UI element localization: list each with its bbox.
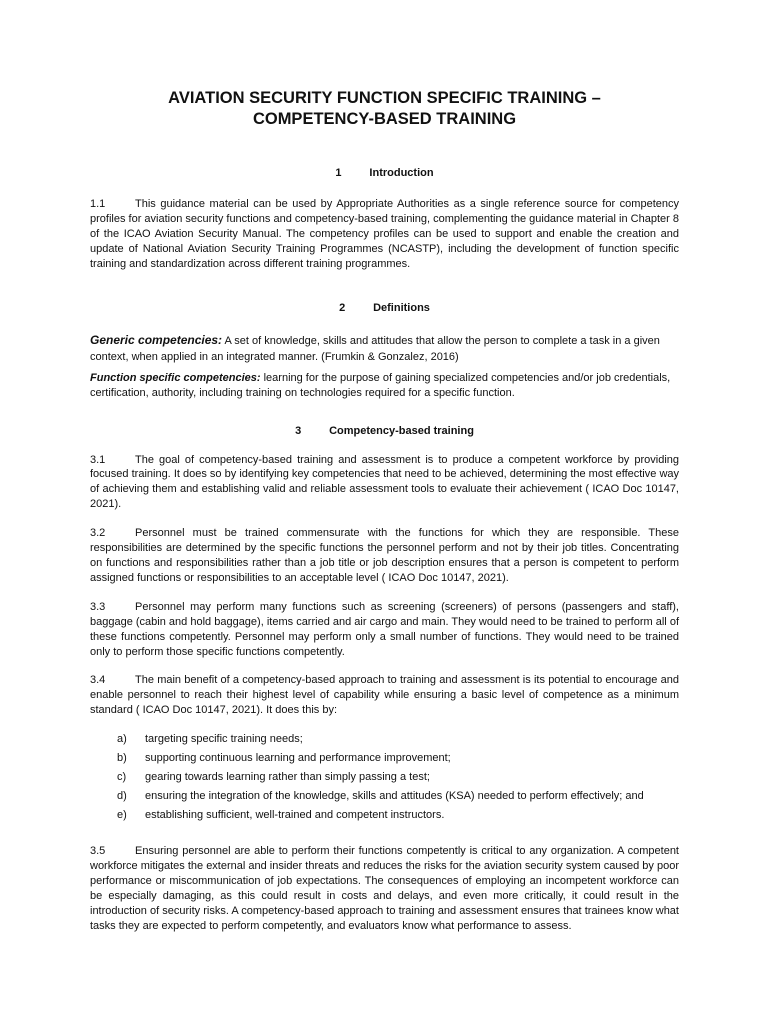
definition-text: A set of knowledge, skills and attitudes that allow the person to complete a task in a given context, when applied in an integrated manner. (Frumkin & Gonzalez, 2016) [90,334,660,363]
definition-term: Generic competencies: [90,332,223,347]
list-letter: b) [117,752,127,765]
list-item [117,770,679,789]
section-heading-competency-based-training [90,424,679,438]
list-text: gearing towards learning rather than simply passing a test; [145,771,430,784]
paragraph-text: Personnel may perform many functions such as screening (screeners) of persons (passengers and staff), baggage (cabin and hold baggage), items carried and air cargo and main. They would need to be trained to perform all of these functions competently. Personnel may perform only a small number of functions. They would need to be trained only to perform those specific functions competently. [90,600,679,658]
definition-generic-competencies [90,332,679,365]
paragraph-3-5 [90,844,679,933]
title-line-2: COMPETENCY-BASED TRAINING [252,110,517,128]
definition-term: Function specific competencies: [90,371,261,384]
paragraph-number: 3.2 [90,527,106,540]
paragraph-3-4 [90,673,679,718]
title-line-1: AVIATION SECURITY FUNCTION SPECIFIC TRAINING – [168,89,601,107]
paragraph-3-1 [90,453,679,513]
paragraph-number: 3.3 [90,600,106,613]
list-item [117,789,679,808]
section-number: 2 [339,301,346,314]
paragraph-text: Personnel must be trained commensurate with the functions for which they are responsible. These responsibilities are determined by the specific functions the personnel perform and not by their job titles. Concentrating on functions and responsibilities rather than a job title or job description ensures that a person is competent to perform assigned functions or responsibilities to an acceptable level ( ICAO Doc 10147, 2021). [90,527,679,584]
list-item [117,808,679,827]
section-title: Competency-based training [329,424,474,437]
list-text: establishing sufficient, well-trained and competent instructors. [145,809,445,822]
section-number: 1 [335,167,342,179]
paragraph-text: This guidance material can be used by Appropriate Authorities as a single reference source for competency profiles for aviation security functions and competency-based training, complementing the guidance material in Chapter 8 of the ICAO Aviation Security Manual. The competency profiles can be used to support and enable the creation and update of National Aviation Security Training Programmes (NCASTP), including the development of function specific training and standardization across different training programmes. [90,198,679,270]
list-text: supporting continuous learning and performance improvement; [145,752,451,765]
benefits-list [90,732,679,827]
section-title: Introduction [369,167,434,179]
section-heading-definitions [90,301,679,315]
paragraph-1-1 [90,197,679,272]
paragraph-number: 3.4 [90,674,106,687]
paragraph-text: Ensuring personnel are able to perform their functions competently is critical to any organization. A competent workforce mitigates the external and insider threats and reduces the risks for the aviation security system caused by poor performance or miscommunication of job expectations. The consequences of employing an incompetent workforce can be especially damaging, as this could result in costs and delays, and even more critically, it could result in the introduction of security risks. A competency-based approach to training and assessment ensures that trainees know what tasks they are expected to perform competently, and evaluators know what performance to assess. [90,845,679,932]
paragraph-number: 3.1 [90,453,106,466]
list-item [117,732,679,751]
paragraph-number: 3.5 [90,845,106,858]
section-number: 3 [295,424,302,437]
section-heading-introduction [90,166,679,180]
paragraph-3-3 [90,600,679,660]
paragraph-text: The goal of competency-based training and assessment is to produce a competent workforce by providing focused training. It does so by identifying key competencies that need to be achieved, determining the most effective way of achieving them and establishing valid and reliable assessment tools to evaluate their achievement ( ICAO Doc 10147, 2021). [90,453,679,511]
definition-function-specific-competencies [90,371,679,401]
document-title [90,88,679,130]
list-text: targeting specific training needs; [145,733,303,746]
list-letter: d) [117,790,127,803]
list-letter: a) [117,733,127,746]
list-letter: c) [117,771,127,784]
definition-text: learning for the purpose of gaining specialized competencies and/or job credentials, certification, authority, including training on technologies required for a specific function. [90,371,671,399]
paragraph-text: The main benefit of a competency-based approach to training and assessment is its potential to encourage and enable personnel to reach their highest level of capability while ensuring a basic level of competence as a minimum standard ( ICAO Doc 10147, 2021). It does this by: [90,674,679,717]
section-title: Definitions [373,301,430,314]
paragraph-3-2 [90,526,679,586]
list-item [117,751,679,770]
list-text: ensuring the integration of the knowledge, skills and attitudes (KSA) needed to perform effectively; and [145,790,644,803]
paragraph-number: 1.1 [90,198,106,210]
list-letter: e) [117,809,127,822]
